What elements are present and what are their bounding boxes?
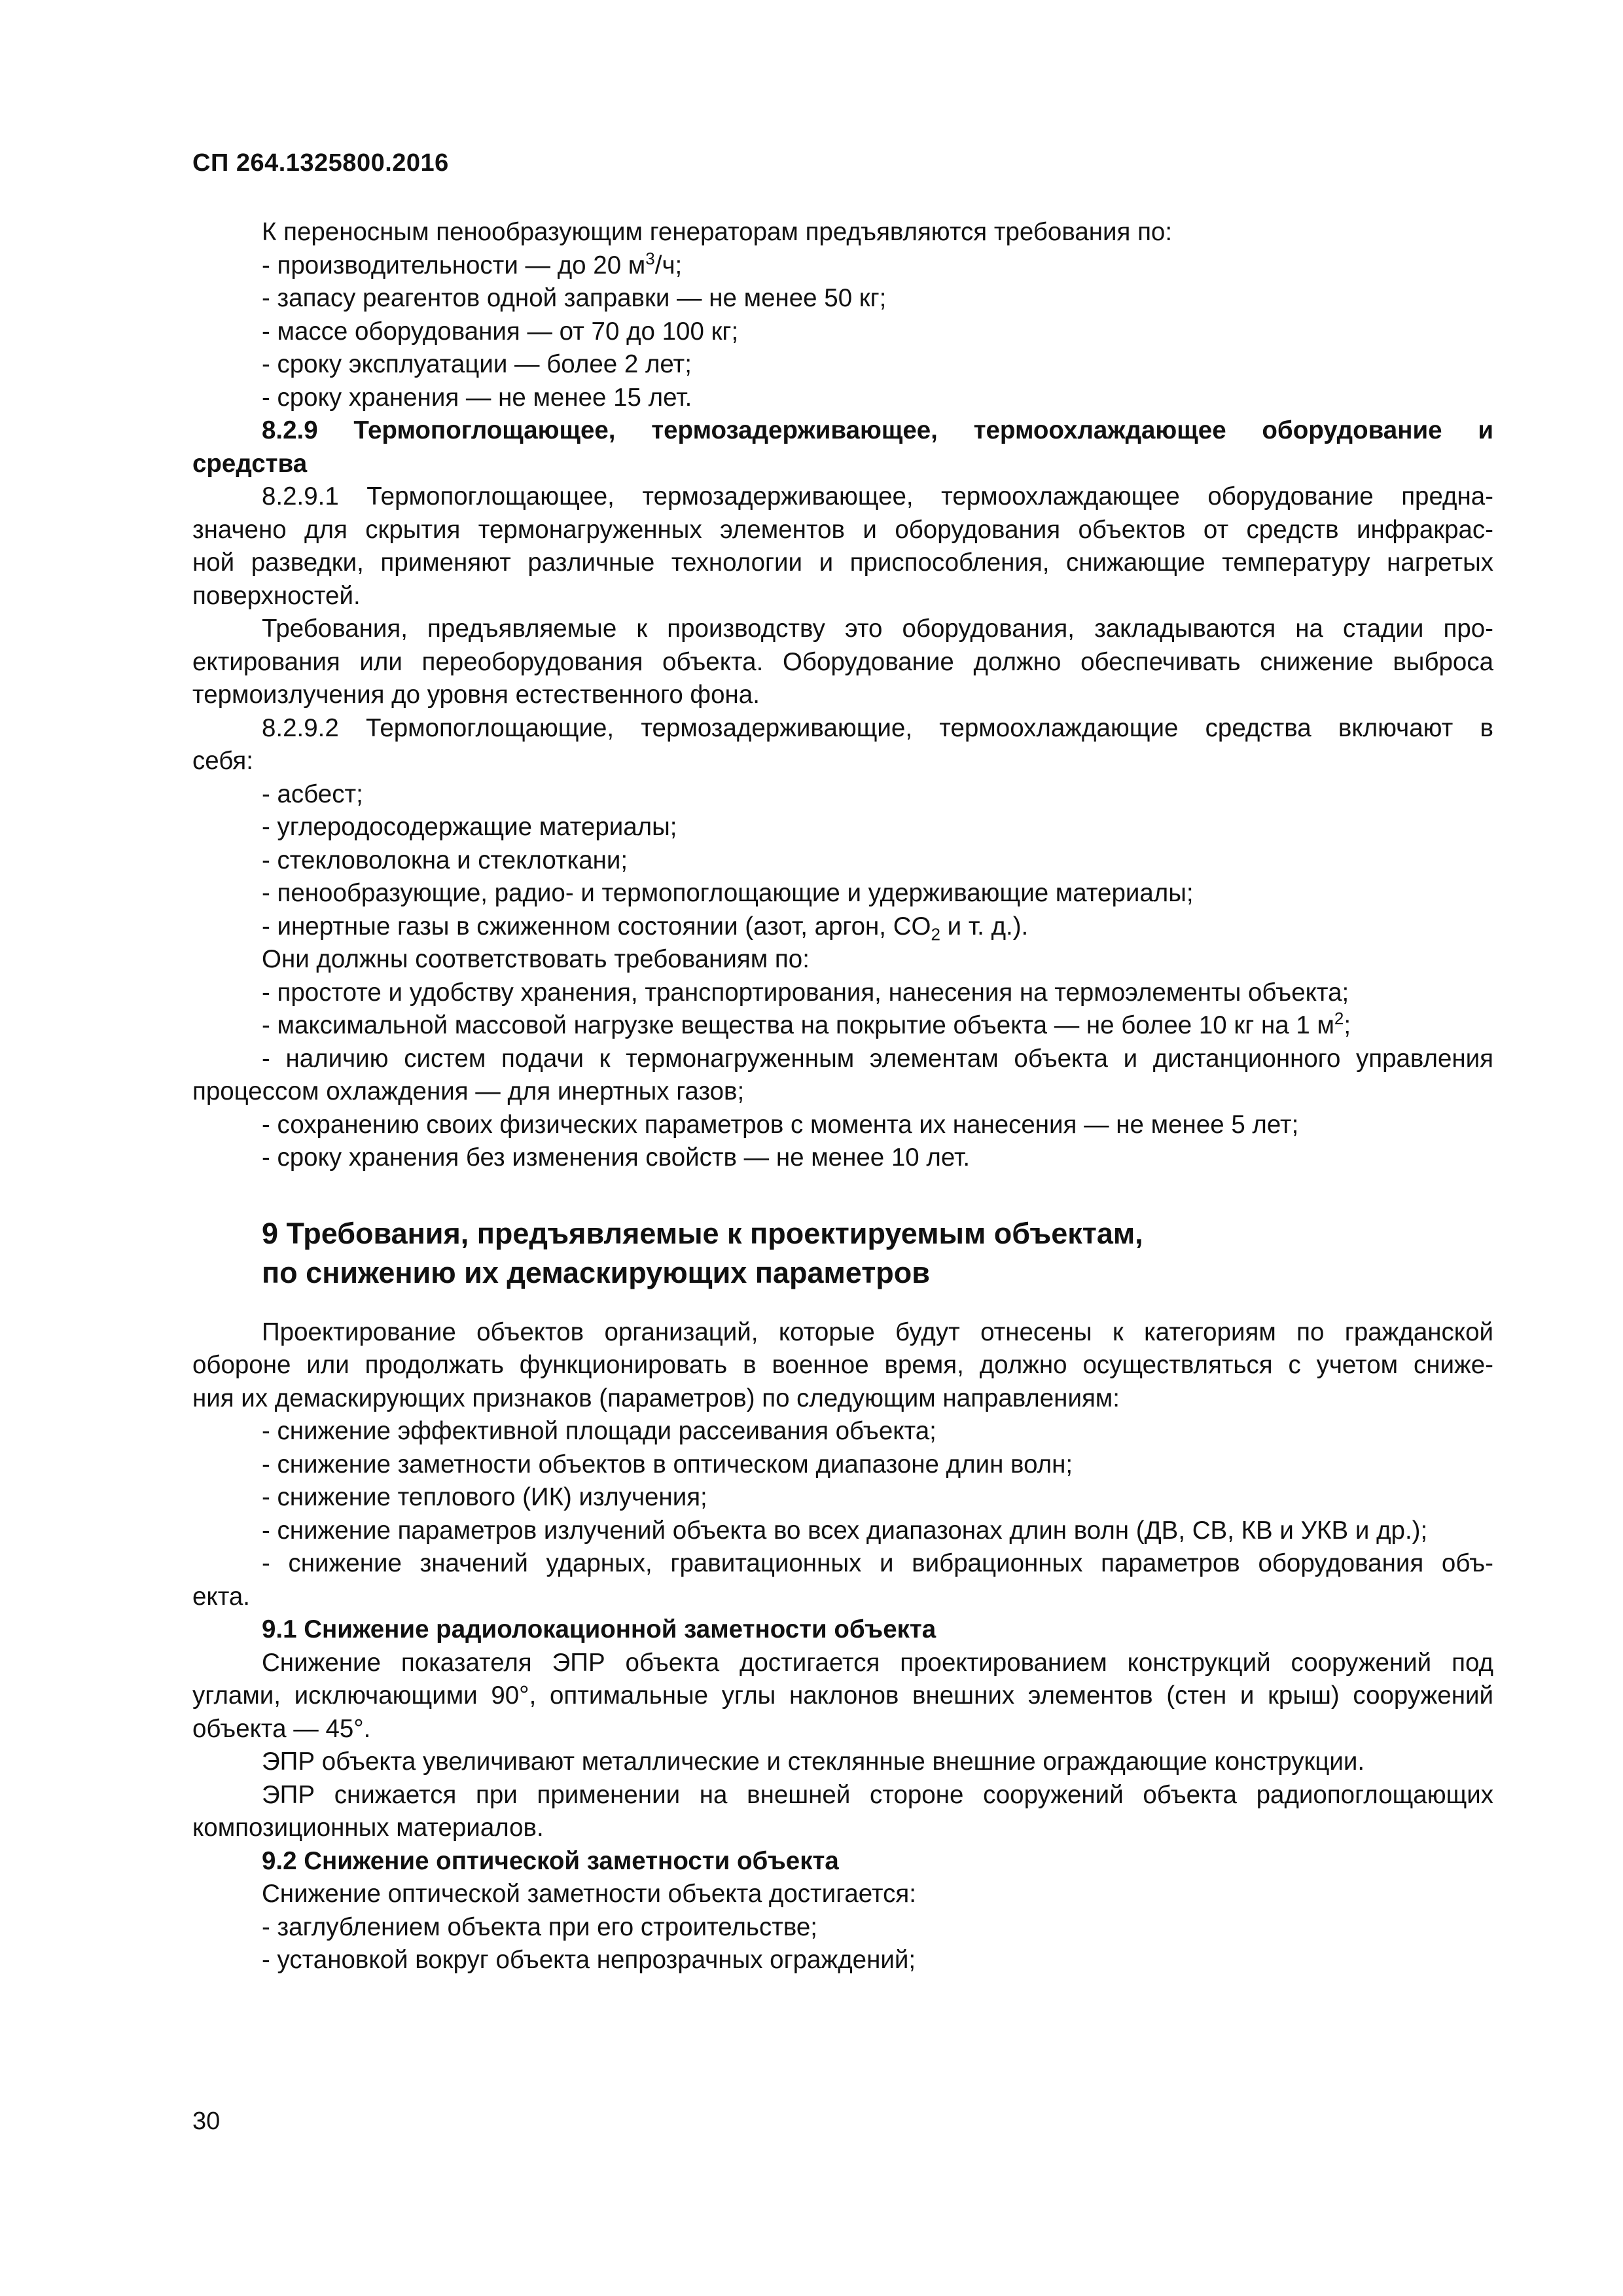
section-9-title: 9 Требования, предъявляемые к проектируемым объектам, по снижению их демаскирующих параметров: [262, 1216, 1143, 1289]
list-item-thermal-radiation: - снижение теплового (ИК) излучения;: [262, 1483, 707, 1511]
paragraph-section-9: Проектирование объектов организаций, которые будут отнесены к категориям по гражданской: [262, 1318, 1493, 1346]
paragraph-requirements: Требования, предъявляемые к производству это оборудования, закладываются на стадии про-: [262, 615, 1493, 643]
paragraph-9-1-increase: ЭПР объекта увеличивают металлические и стеклянные внешние ограждающие конструкции.: [262, 1748, 1365, 1776]
paragraph-line: обороне или продолжать функционировать в военное время, должно осуществляться с учетом сниже-: [192, 1351, 1493, 1379]
list-item-carbon-materials: - углеродосодержащие материалы;: [262, 813, 677, 841]
paragraph-line: углами, исключающими 90°, оптимальные углы наклонов внешних элементов (стен и крыш) сооружений: [192, 1681, 1493, 1710]
paragraph-line: значено для скрытия термонагруженных элементов и оборудования объектов от средств инфракрас-: [192, 515, 1493, 544]
list-item-mass: - массе оборудования — от 70 до 100 кг;: [262, 317, 739, 346]
list-item-fencing: - установкой вокруг объекта непрозрачных ограждений;: [262, 1946, 916, 1974]
list-item-storage-life: - сроку хранения — не менее 15 лет.: [262, 383, 692, 412]
paragraph-line: объекта — 45°.: [192, 1714, 371, 1743]
list-item-asbestos: - асбест;: [262, 780, 363, 808]
list-item-storage-no-change: - сроку хранения без изменения свойств — не менее 10 лет.: [262, 1143, 971, 1172]
list-item-inert-gases: - инертные газы в сжиженном состоянии (азот, аргон, $CO_2$ и т. д.).: [262, 912, 1029, 944]
list-item-service-life: - сроку эксплуатации — более 2 лет;: [262, 350, 692, 378]
page-number: 30: [192, 2108, 221, 2135]
paragraph-8-2-9-2: 8.2.9.2 Термопоглощающие, термозадерживающие, термоохлаждающие средства включают в: [262, 713, 1493, 742]
document-code-header: СП 264.1325800.2016: [192, 149, 449, 177]
list-item-max-load: - максимальной массовой нагрузке вещества на покрытие объекта — не более 10 кг на 1 $м^2$;: [262, 1009, 1351, 1039]
page-content: [192, 216, 1493, 1977]
paragraph-line: ной разведки, применяют различные технологии и приспособления, снижающие температуру нагретых: [192, 548, 1493, 577]
list-item-supply-systems: - наличию систем подачи к термонагруженным элементам объекта и дистанционного управления: [262, 1044, 1493, 1073]
paragraph-line: поверхностей.: [192, 581, 361, 610]
list-item-storage-simplicity: - простоте и удобству хранения, транспортирования, нанесения на термоэлементы объекта;: [262, 978, 1349, 1007]
list-item-physical-params: - сохранению своих физических параметров с момента их нанесения — не менее 5 лет;: [262, 1110, 1299, 1139]
list-item-scattering-area: - снижение эффективной площади рассеивания объекта;: [262, 1417, 936, 1445]
list-item-deepening: - заглублением объекта при его строительстве;: [262, 1912, 817, 1941]
heading-9-2: 9.2 Снижение оптической заметности объекта: [262, 1846, 839, 1875]
list-item-optical-visibility: - снижение заметности объектов в оптическом диапазоне длин волн;: [262, 1450, 1073, 1479]
paragraph-line: композиционных материалов.: [192, 1814, 544, 1842]
paragraph-line: ния их демаскирующих признаков (параметров) по следующим направлениям:: [192, 1384, 1120, 1412]
heading-8-2-9-cont: средства: [192, 449, 308, 478]
list-item-reagents: - запасу реагентов одной заправки — не менее 50 кг;: [262, 284, 887, 312]
paragraph-line: термоизлучения до уровня естественного фона.: [192, 681, 760, 709]
list-item-emission-params: - снижение параметров излучений объекта во всех диапазонах длин волн (ДВ, СВ, КВ и УКВ и др.);: [262, 1516, 1428, 1545]
paragraph-generators-intro: К переносным пенообразующим генераторам предъявляются требования по:: [262, 218, 1173, 246]
paragraph-line: екта.: [192, 1582, 250, 1611]
paragraph-8-2-9-1: 8.2.9.1 Термопоглощающее, термозадерживающее, термоохлаждающее оборудование предна-: [262, 482, 1493, 511]
list-item-impact-params: - снижение значений ударных, гравитационных и вибрационных параметров оборудования объ-: [262, 1549, 1493, 1577]
paragraph-line: ектирования или переоборудования объекта. Оборудование должно обеспечивать снижение выброса: [192, 647, 1493, 676]
list-item-fiberglass: - стекловолокна и стеклоткани;: [262, 846, 628, 874]
list-item-performance: - производительности — до 20 $м^3/ч$;: [262, 248, 683, 279]
paragraph-line: процессом охлаждения — для инертных газов;: [192, 1077, 745, 1105]
heading-8-2-9: 8.2.9 Термопоглощающее, термозадерживающее, термоохлаждающее оборудование и: [262, 416, 1493, 444]
paragraph-9-2-intro: Снижение оптической заметности объекта достигается:: [262, 1880, 916, 1908]
paragraph-9-1-decrease: ЭПР снижается при применении на внешней стороне сооружений объекта радиопоглощающих: [262, 1780, 1493, 1809]
list-item-foaming-materials: - пенообразующие, радио- и термопоглощающие и удерживающие материалы;: [262, 879, 1194, 907]
heading-9-1: 9.1 Снижение радиолокационной заметности объекта: [262, 1615, 936, 1643]
paragraph-9-1-epr: Снижение показателя ЭПР объекта достигается проектированием конструкций сооружений под: [262, 1648, 1493, 1677]
paragraph-line: себя:: [192, 747, 253, 775]
paragraph-requirements-intro: Они должны соответствовать требованиям по:: [262, 945, 810, 973]
